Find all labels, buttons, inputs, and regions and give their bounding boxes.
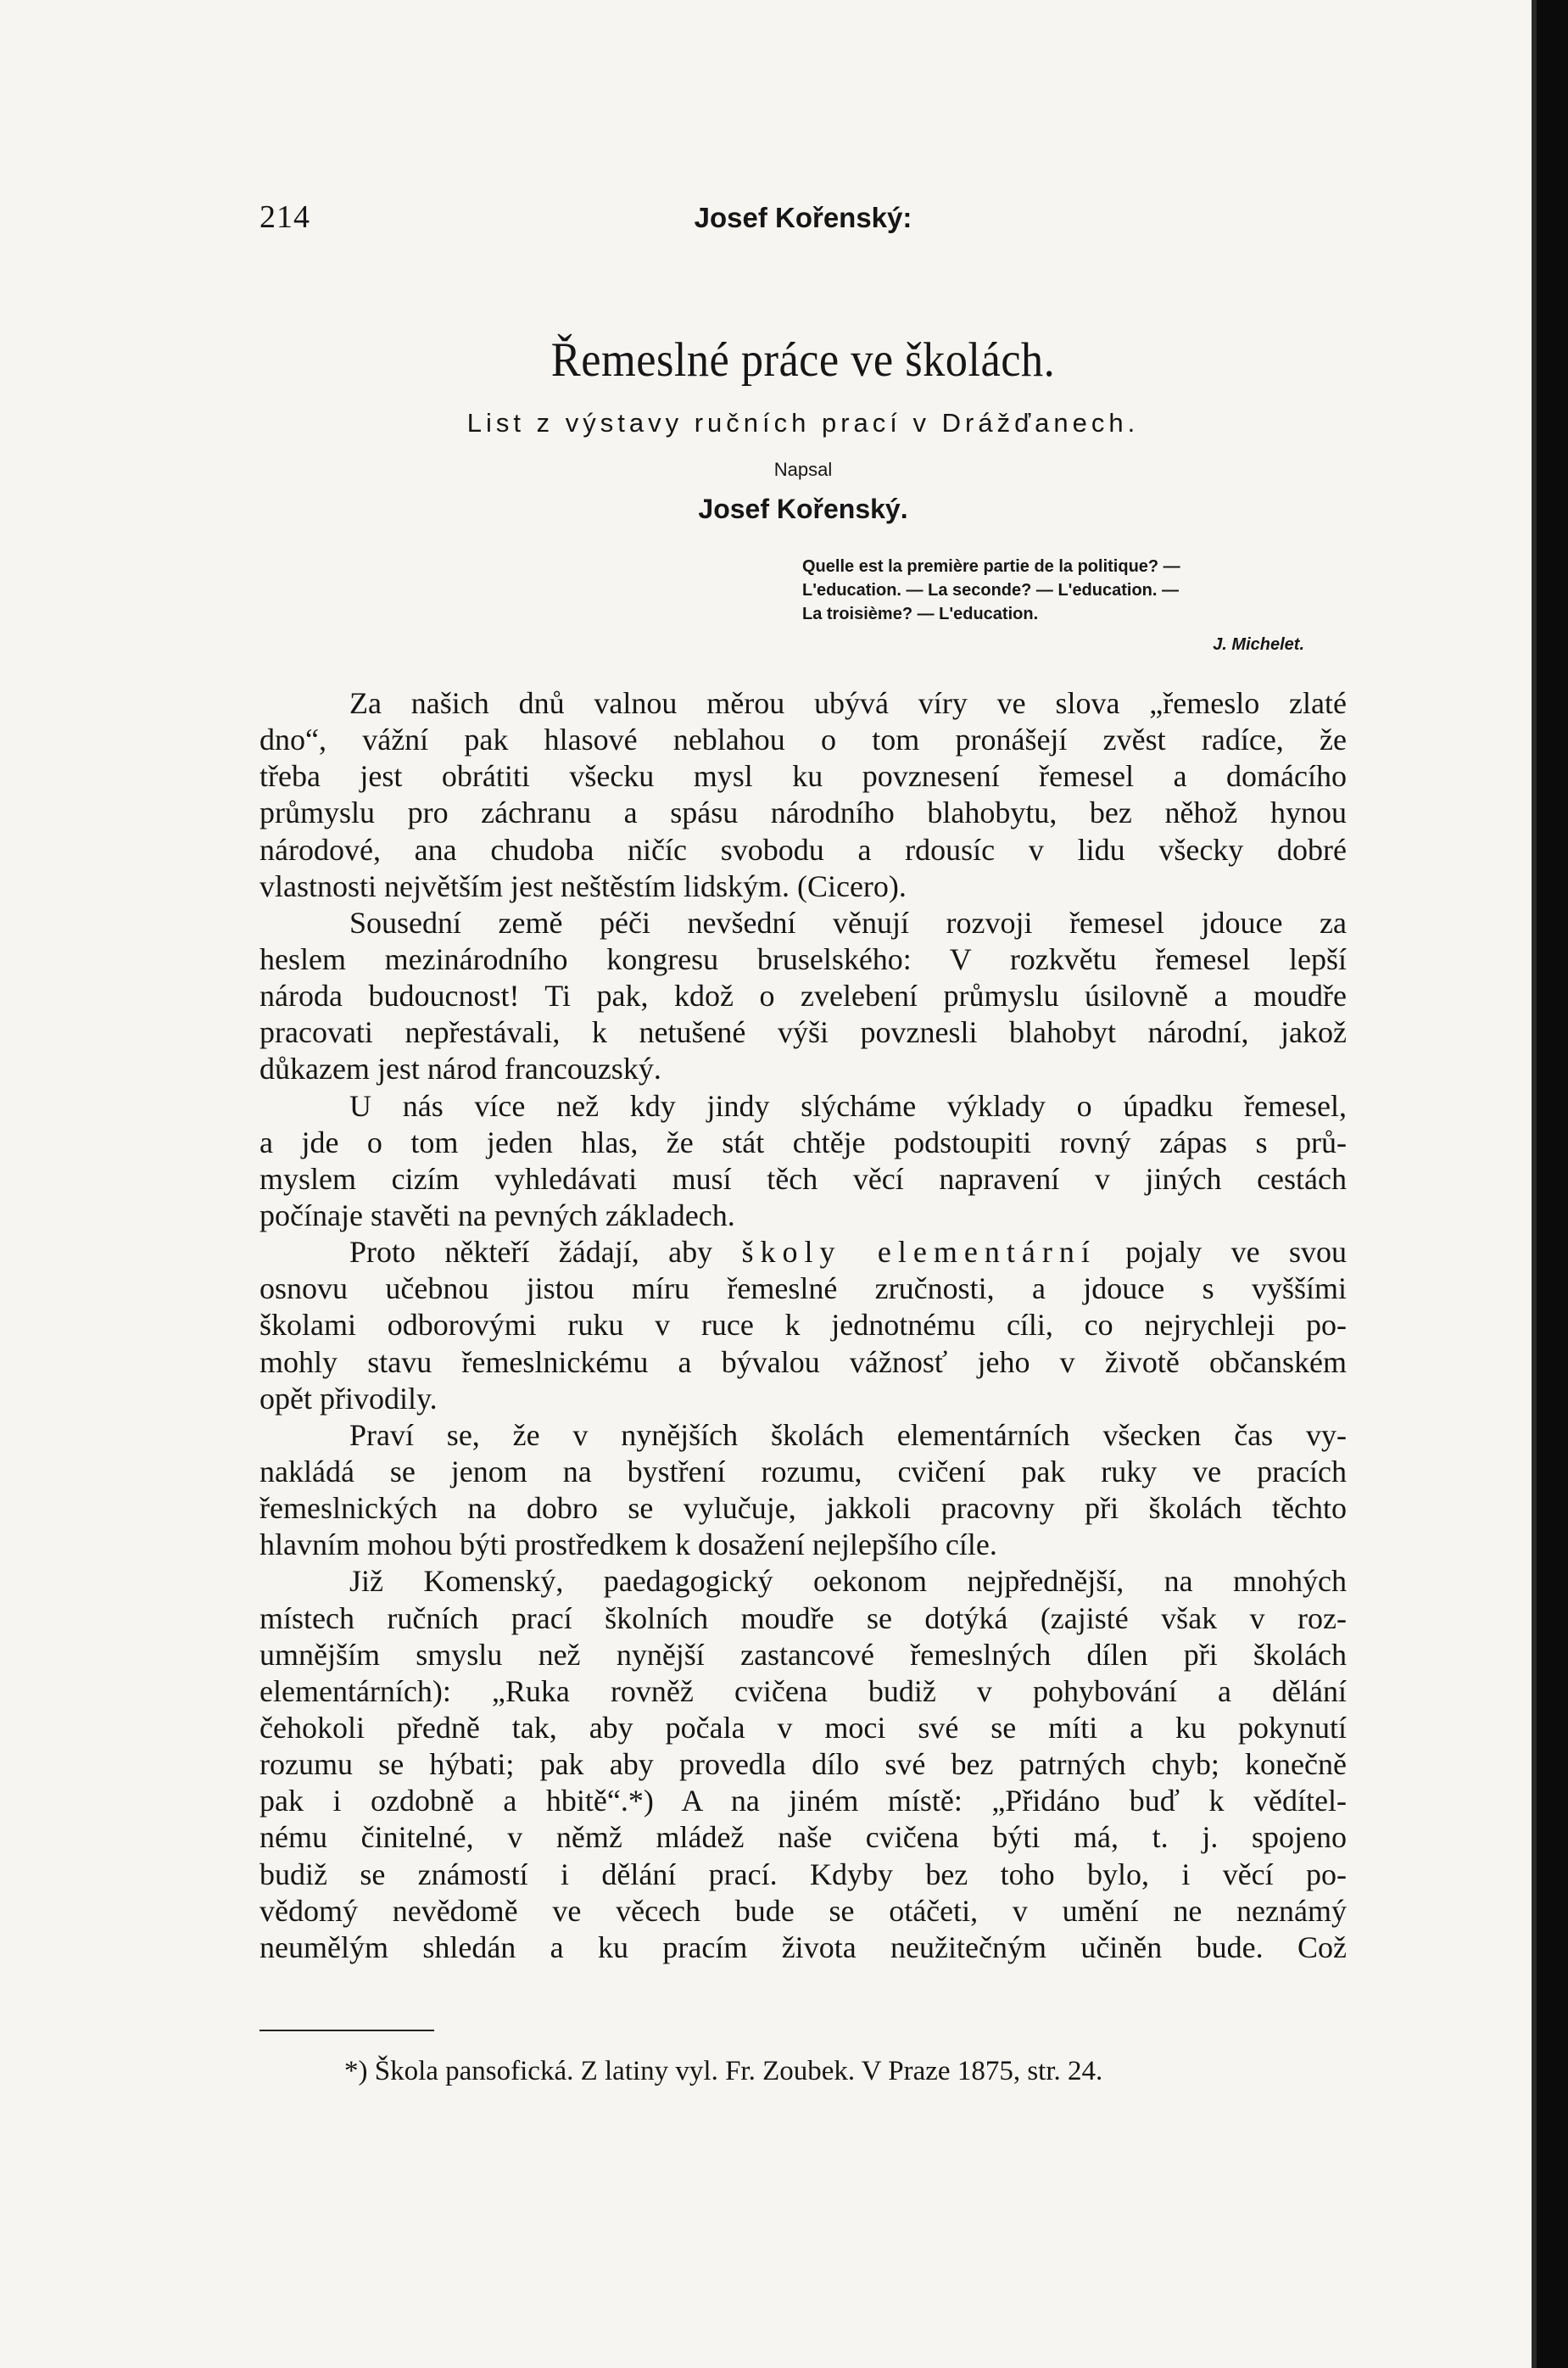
text-line: nému činitelné, v němž mládež naše cvičena býti má, t. j. spojeno bbox=[259, 1820, 1347, 1855]
epigraph-attribution: J. Michelet. bbox=[1213, 635, 1304, 654]
text-line: osnovu učebnou jistou míru řemeslné zručnosti, a jdouce s vyššími bbox=[259, 1271, 1347, 1306]
text-line: národové, ana chudoba ničíc svobodu a rdousíc v lidu všecky dobré bbox=[259, 832, 1347, 867]
text-segment: pojaly ve svou bbox=[1125, 1235, 1348, 1270]
byline: Napsal bbox=[773, 459, 833, 480]
article-subtitle: List z výstavy ručních prací v Drážďanech. bbox=[466, 408, 1140, 438]
paragraph-6 bbox=[259, 1563, 1347, 1966]
paragraph-3 bbox=[259, 1088, 1347, 1235]
text-line: pak i ozdobně a hbitě“.*) A na jiném místě: „Přidáno buď k vědítel- bbox=[259, 1784, 1347, 1818]
text-line: U nás více než kdy jindy slýcháme výklady o úpadku řemesel, bbox=[349, 1088, 1347, 1123]
text-line: čehokoli předně tak, aby počala v moci své se míti a ku pokynutí bbox=[259, 1710, 1347, 1745]
emphasized-text: školy elementární bbox=[741, 1235, 1096, 1270]
text-line: důkazem jest národ francouzský. bbox=[259, 1052, 661, 1086]
text-line bbox=[259, 1234, 1347, 1271]
text-line: elementárních): „Ruka rovněž cvičena budiž v pohybování a dělání bbox=[259, 1673, 1347, 1708]
paragraph-2 bbox=[259, 905, 1347, 1088]
text-line: místech ručních prací školních moudře se dotýká (zajisté však v roz- bbox=[259, 1600, 1347, 1635]
text-line: Sousední země péči nevšední věnují rozvoji řemesel jdouce za bbox=[349, 905, 1347, 940]
text-line: heslem mezinárodního kongresu bruselského: V rozkvětu řemesel lepší bbox=[259, 941, 1347, 976]
text-line: dno“, vážní pak hlasové neblahou o tom pronášejí zvěst radíce, že bbox=[259, 723, 1347, 757]
footnote-text: *) Škola pansofická. Z latiny vyl. Fr. Zoubek. V Praze 1875, str. 24. bbox=[344, 2056, 1103, 2086]
text-line: hlavním mohou býti prostředkem k dosažení nejlepšího cíle. bbox=[259, 1527, 997, 1562]
text-line: vědomý nevědomě ve věcech bude se otáčeti, v umění ne neznámý bbox=[259, 1893, 1347, 1928]
text-line: budiž se známostí i dělání prací. Kdyby bez toho bylo, i věcí po- bbox=[259, 1857, 1347, 1891]
text-segment: Proto někteří žádají, aby bbox=[349, 1235, 713, 1270]
text-line: Za našich dnů valnou měrou ubývá víry ve slova „řemeslo zlaté bbox=[349, 686, 1347, 720]
article-body bbox=[259, 685, 1347, 1966]
paragraph-5 bbox=[259, 1417, 1347, 1564]
paragraph-1 bbox=[259, 685, 1347, 905]
epigraph-line: Quelle est la première partie de la politique? — bbox=[802, 557, 1180, 576]
text-line: umnějším smyslu než nynější zastancové řemeslných dílen při školách bbox=[259, 1637, 1347, 1672]
text-line: třeba jest obrátiti všecku mysl ku povznesení řemesel a domácího bbox=[259, 759, 1347, 794]
text-line: školami odborovými ruku v ruce k jednotnému cíli, co nejrychleji po- bbox=[259, 1308, 1347, 1343]
running-head: Josef Kořenský: bbox=[694, 202, 912, 233]
text-line: průmyslu pro záchranu a spásu národního blahobytu, bez něhož hynou bbox=[259, 796, 1347, 830]
footnote bbox=[259, 2053, 1347, 2090]
epigraph bbox=[802, 555, 1345, 656]
text-line: řemeslnických na dobro se vylučuje, jakkoli pracovny při školách těchto bbox=[259, 1491, 1347, 1526]
text-line: vlastnosti největším jest neštěstím lidským. (Cicero). bbox=[259, 868, 907, 903]
text-line: pracovati nepřestávali, k netušené výši povznesli blahobyt národní, jakož bbox=[259, 1015, 1347, 1050]
text-line: opět přivodily. bbox=[259, 1381, 438, 1416]
text-line: Již Komenský, paedagogický oekonom nejpřednější, na mnohých bbox=[349, 1564, 1347, 1599]
text-line: neumělým shledán a ku pracím života neužitečným učiněn bude. Což bbox=[259, 1930, 1347, 1964]
epigraph-line: L'education. — La seconde? — L'education. — bbox=[802, 581, 1180, 600]
footnote-divider bbox=[259, 2030, 434, 2031]
text-line: Praví se, že v nynějších školách elementárních všecken čas vy- bbox=[349, 1417, 1347, 1452]
text-line: mohly stavu řemeslnickému a bývalou vážnosť jeho v životě občanském bbox=[259, 1344, 1347, 1379]
text-line: rozumu se hýbati; pak aby provedla dílo své bez patrných chyb; konečně bbox=[259, 1747, 1347, 1782]
text-line: národa budoucnost! Ti pak, kdož o zvelebení průmyslu úsilovně a moudře bbox=[259, 979, 1347, 1014]
page-header bbox=[259, 198, 1347, 249]
epigraph-line: La troisième? — L'education. bbox=[802, 605, 1039, 623]
text-line: a jde o tom jeden hlas, že stát chtěje podstoupiti rovný zápas s prů- bbox=[259, 1125, 1347, 1159]
paragraph-4 bbox=[259, 1234, 1347, 1417]
article-title: Řemeslné práce ve školách. bbox=[550, 333, 1056, 387]
text-line: počínaje stavěti na pevných základech. bbox=[259, 1198, 735, 1232]
text-line: nakládá se jenom na bystření rozumu, cvičení pak ruky ve pracích bbox=[259, 1454, 1347, 1488]
page-number: 214 bbox=[259, 199, 310, 235]
author-name: Josef Kořenský. bbox=[698, 494, 908, 524]
text-line: myslem cizím vyhledávati musí těch věcí napravení v jiných cestách bbox=[259, 1161, 1347, 1196]
